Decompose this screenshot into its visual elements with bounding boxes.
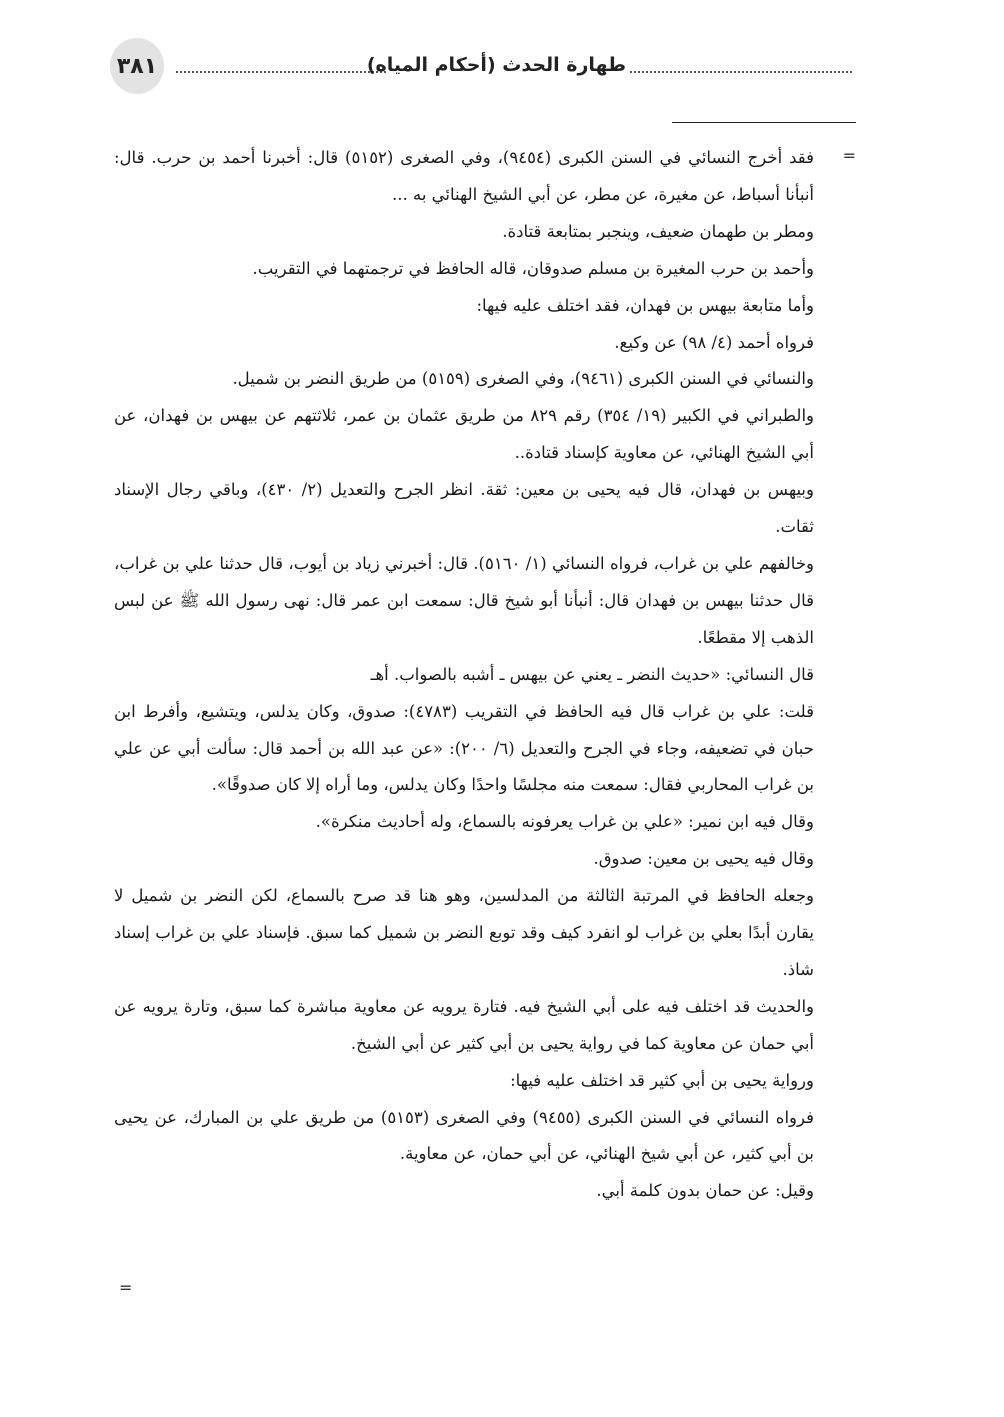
page-number-badge [110, 38, 164, 94]
continuation-mark-bottom: = [119, 1278, 133, 1297]
page-header [108, 38, 852, 100]
paragraph: وأما متابعة بيهس بن فهدان، فقد اختلف عليه فيها: [476, 295, 814, 315]
page-number: ٣٨١ [116, 53, 158, 79]
footnote-separator [672, 122, 856, 123]
paragraph: فرواه النسائي في السنن الكبرى (٩٤٥٥) وفي الصغرى (٥١٥٣) من طريق علي بن المبارك، عن يحيى بن أبي كثير، عن أبي شيخ الهنائي، عن أبي حمان، عن معاوية. [114, 1107, 814, 1164]
paragraph: قلت: علي بن غراب قال فيه الحافظ في التقريب (٤٧٨٣): صدوق، وكان يدلس، ويتشيع، وأفرط ابن حبان في تضعيفه، وجاء في الجرح والتعديل (٦/ ٢٠٠): «عن عبد الله بن أحمد قال: سألت أبي عن علي بن غراب المحاربي فقال: سمعت منه مجلسًا واحدًا وكان يدلس، وما أراه إلا كان صدوقًا». [114, 701, 814, 795]
paragraph: فرواه أحمد (٤/ ٩٨) عن وكيع. [614, 332, 814, 352]
paragraph: وخالفهم علي بن غراب، فرواه النسائي (١/ ٥١٦٠). قال: أخبرني زياد بن أيوب، قال حدثنا علي بن غراب، قال حدثنا بيهس بن فهدان قال: أنبأنا أبو شيخ قال: سمعت ابن عمر قال: نهى رسول الله ﷺ عن لبس الذهب إلا مقطعًا. [114, 553, 814, 647]
paragraph: والنسائي في السنن الكبرى (٩٤٦١)، وفي الصغرى (٥١٥٩) من طريق النضر بن شميل. [232, 369, 814, 389]
running-title: طهارة الحدث (أحكام المياه) [366, 54, 626, 76]
paragraph: وبيهس بن فهدان، قال فيه يحيى بن معين: ثقة. انظر الجرح والتعديل (٢/ ٤٣٠)، وباقي رجال الإسناد ثقات. [114, 480, 814, 537]
footnote-body [114, 140, 814, 1210]
paragraph: وأحمد بن حرب المغيرة بن مسلم صدوقان، قاله الحافظ في ترجمتهما في التقريب. [252, 258, 814, 278]
paragraph: ورواية يحيى بن أبي كثير قد اختلف عليه فيها: [510, 1070, 814, 1090]
paragraph: وقيل: عن حمان بدون كلمة أبي. [596, 1181, 814, 1201]
paragraph: والطبراني في الكبير (١٩/ ٣٥٤) رقم ٨٢٩ من طريق عثمان بن عمر، ثلاثتهم عن بيهس بن فهدان، عن أبي الشيخ الهنائي، عن معاوية كإسناد قتادة.. [114, 406, 814, 463]
paragraph: ومطر بن طهمان ضعيف، وينجبر بمتابعة قتادة. [502, 221, 814, 241]
paragraph: والحديث قد اختلف فيه على أبي الشيخ فيه. فتارة يرويه عن معاوية مباشرة كما سبق، وتارة يرويه عن أبي حمان عن معاوية كما في رواية يحيى بن أبي كثير عن أبي الشيخ. [114, 996, 814, 1053]
paragraph: قال النسائي: «حديث النضر ـ يعني عن بيهس ـ أشبه بالصواب. أهـ [370, 664, 814, 684]
paragraph: فقد أخرج النسائي في السنن الكبرى (٩٤٥٤)، وفي الصغرى (٥١٥٢) قال: أخبرنا أحمد بن حرب. قال: أنبأنا أسباط، عن مغيرة، عن مطر، عن أبي الشيخ الهنائي به ... [114, 148, 814, 204]
paragraph: وجعله الحافظ في المرتبة الثالثة من المدلسين، وهو هنا قد صرح بالسماع، لكن النضر بن شميل لا يقارن أبدًا بعلي بن غراب لو انفرد كيف وقد توبع النضر بن شميل كما سبق. فإسناد علي بن غراب إسناد شاذ. [114, 886, 814, 979]
paragraph: وقال فيه ابن نمير: «علي بن غراب يعرفونه بالسماع، وله أحاديث منكرة». [315, 812, 814, 832]
header-leader-dots-left [176, 71, 386, 73]
header-leader-dots-right [630, 71, 852, 73]
paragraph: وقال فيه يحيى بن معين: صدوق. [593, 849, 814, 869]
continuation-mark-top: = [842, 146, 856, 165]
